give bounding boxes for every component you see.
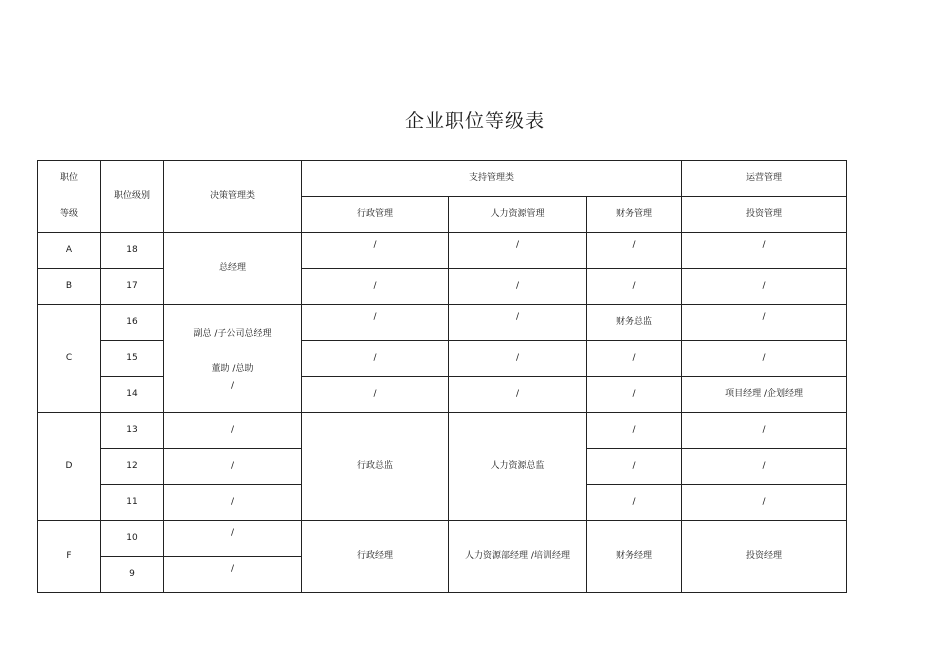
table-row bbox=[38, 413, 847, 449]
admin-cell: / bbox=[302, 341, 449, 377]
slash-text: / bbox=[230, 528, 235, 539]
header-row-1 bbox=[38, 161, 847, 197]
finance-cell: / bbox=[587, 341, 682, 377]
admin-cell: 行政经理 bbox=[302, 521, 449, 593]
level-cell: 13 bbox=[101, 413, 164, 449]
slash-text: / bbox=[230, 380, 235, 391]
investment-cell bbox=[682, 233, 847, 269]
slash-text: / bbox=[373, 312, 377, 323]
header-hr: 人力资源管理 bbox=[449, 197, 587, 233]
vice-gm-text: 副总 /子公司总经理 bbox=[193, 328, 272, 339]
admin-cell: / bbox=[302, 269, 449, 305]
investment-cell: / bbox=[682, 449, 847, 485]
slash-text: / bbox=[230, 564, 235, 575]
grade-cell: B bbox=[38, 269, 101, 305]
investment-cell: 项目经理 /企划经理 bbox=[682, 377, 847, 413]
admin-cell: 行政总监 bbox=[302, 413, 449, 521]
investment-cell: / bbox=[682, 413, 847, 449]
investment-cell: / bbox=[682, 269, 847, 305]
finance-cell bbox=[587, 233, 682, 269]
level-cell: 12 bbox=[101, 449, 164, 485]
grade-cell: C bbox=[38, 305, 101, 413]
header-grade-label: 等级 bbox=[59, 209, 78, 219]
hr-cell: / bbox=[449, 341, 587, 377]
decision-cell: 总经理 bbox=[164, 233, 302, 305]
level-cell: 18 bbox=[101, 233, 164, 269]
admin-cell: / bbox=[302, 377, 449, 413]
header-position-label: 职位 bbox=[59, 173, 78, 183]
level-cell: 11 bbox=[101, 485, 164, 521]
header-admin: 行政管理 bbox=[302, 197, 449, 233]
slash-text: / bbox=[515, 240, 520, 251]
level-cell: 16 bbox=[101, 305, 164, 341]
slash-text: / bbox=[515, 312, 520, 323]
header-position-grade bbox=[38, 161, 101, 233]
investment-cell: / bbox=[682, 341, 847, 377]
level-cell: 10 bbox=[101, 521, 164, 557]
investment-cell: / bbox=[682, 485, 847, 521]
decision-cell: / bbox=[164, 485, 302, 521]
hr-cell: 人力资源总监 bbox=[449, 413, 587, 521]
finance-cell: / bbox=[587, 413, 682, 449]
table-row bbox=[38, 233, 847, 269]
investment-cell bbox=[682, 305, 847, 341]
level-cell: 14 bbox=[101, 377, 164, 413]
investment-cell: 投资经理 bbox=[682, 521, 847, 593]
header-level: 职位级别 bbox=[101, 161, 164, 233]
decision-cell: / bbox=[164, 413, 302, 449]
slash-text: / bbox=[632, 240, 636, 251]
hr-cell bbox=[449, 305, 587, 341]
table-row bbox=[38, 341, 847, 377]
finance-cell: 财务总监 bbox=[587, 305, 682, 341]
level-cell: 15 bbox=[101, 341, 164, 377]
grade-cell: A bbox=[38, 233, 101, 269]
assistant-text: 董助 /总助 bbox=[211, 363, 254, 374]
decision-cell bbox=[164, 557, 302, 593]
header-support: 支持管理类 bbox=[302, 161, 682, 197]
hr-cell: / bbox=[449, 377, 587, 413]
grade-cell: F bbox=[38, 521, 101, 593]
finance-cell: / bbox=[587, 377, 682, 413]
slash-text: / bbox=[762, 312, 766, 323]
finance-cell: / bbox=[587, 485, 682, 521]
decision-cell: / bbox=[164, 449, 302, 485]
admin-cell bbox=[302, 233, 449, 269]
decision-cell bbox=[164, 521, 302, 557]
hr-cell bbox=[449, 233, 587, 269]
finance-cell: 财务经理 bbox=[587, 521, 682, 593]
page-title: 企业职位等级表 bbox=[404, 110, 545, 132]
decision-cell bbox=[164, 305, 302, 413]
slash-text: / bbox=[762, 240, 766, 251]
hr-cell: 人力资源部经理 /培训经理 bbox=[449, 521, 587, 593]
position-grade-table bbox=[37, 160, 847, 593]
finance-cell: / bbox=[587, 449, 682, 485]
hr-cell: / bbox=[449, 269, 587, 305]
header-finance: 财务管理 bbox=[587, 197, 682, 233]
level-cell: 9 bbox=[101, 557, 164, 593]
table-row bbox=[38, 377, 847, 413]
finance-cell: / bbox=[587, 269, 682, 305]
table-row bbox=[38, 521, 847, 557]
admin-cell bbox=[302, 305, 449, 341]
slash-text: / bbox=[373, 240, 377, 251]
header-decision: 决策管理类 bbox=[164, 161, 302, 233]
table-row bbox=[38, 305, 847, 341]
level-cell: 17 bbox=[101, 269, 164, 305]
grade-cell: D bbox=[38, 413, 101, 521]
header-investment: 投资管理 bbox=[682, 197, 847, 233]
header-operations: 运营管理 bbox=[682, 161, 847, 197]
table-row bbox=[38, 269, 847, 305]
